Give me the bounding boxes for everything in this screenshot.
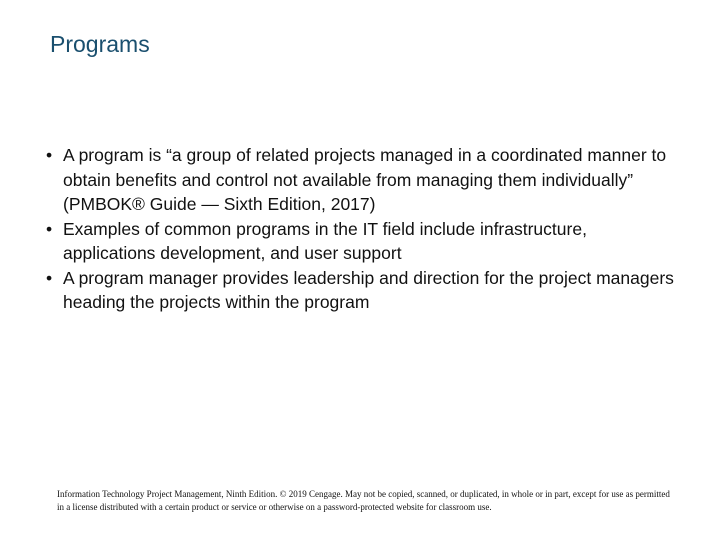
bullet-text: A program is “a group of related projects managed in a coordinated manner to obtain benefits and control not available from managing them individually” (PMBOK® Guide — Sixth Edition, 2017) — [63, 145, 667, 214]
bullet-dot-icon: • — [46, 145, 53, 165]
bullet-list — [44, 143, 674, 315]
bullet-text: Examples of common programs in the IT field include infrastructure, applications development, and user support — [63, 218, 587, 263]
bullet-text: A program manager provides leadership and direction for the project managers heading the projects within the program — [63, 267, 674, 312]
bullet-item — [44, 217, 674, 266]
copyright-footer: Information Technology Project Management, Ninth Edition. © 2019 Cengage. May not be copied, scanned, or duplicated, in whole or in part, except for use as permitted in a license distributed with a certain product or service or otherwise on a password-protected website for classroom use. — [57, 489, 670, 512]
bullet-item — [44, 143, 674, 217]
bullet-dot-icon: • — [46, 218, 53, 239]
slide-title: Programs — [50, 31, 150, 57]
bullet-dot-icon: • — [46, 267, 53, 288]
bullet-item — [44, 266, 674, 315]
